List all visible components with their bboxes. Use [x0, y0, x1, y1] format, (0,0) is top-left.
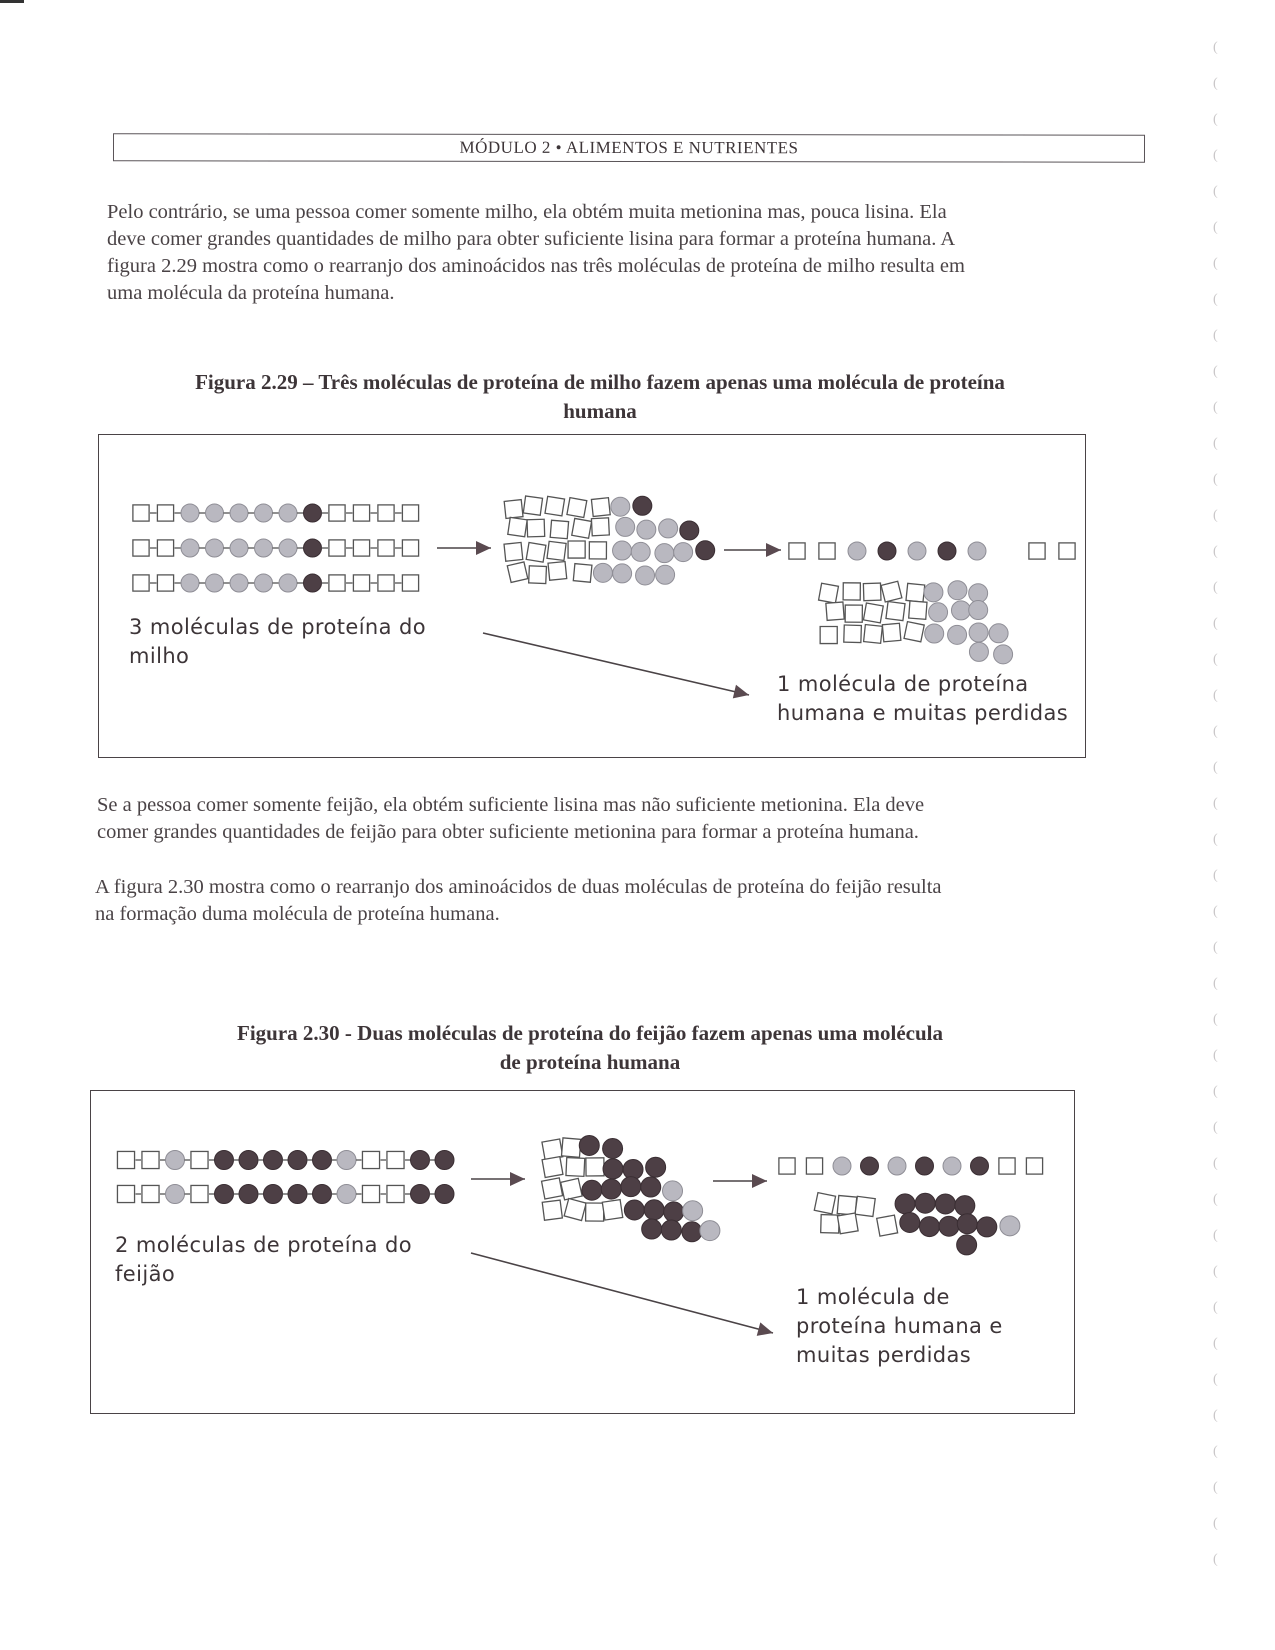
binding-hole-mark: ( — [1213, 148, 1218, 163]
amino-acid-light-circle — [948, 581, 967, 600]
arrow-line — [471, 1253, 773, 1333]
amino-acid-dark-circle — [915, 1193, 935, 1213]
amino-acid-square — [572, 518, 592, 538]
caption-line: proteína humana e — [796, 1314, 1003, 1338]
text-line: Se a pessoa comer somente feijão, ela obtém suficiente lisina mas não suficiente metionina. Ela deve — [97, 794, 925, 816]
amino-acid-light-circle — [925, 624, 944, 643]
amino-acid-square — [999, 1158, 1015, 1174]
binding-hole-mark: ( — [1213, 1516, 1218, 1531]
amino-acid-square — [378, 540, 394, 556]
amino-acid-square — [586, 1158, 604, 1176]
amino-acid-dark-circle — [641, 1177, 661, 1197]
amino-acid-dark-circle — [239, 1185, 258, 1204]
amino-acid-dark-circle — [621, 1177, 641, 1197]
amino-acid-square — [157, 505, 173, 521]
amino-acid-square — [906, 583, 925, 602]
amino-acid-square — [157, 575, 173, 591]
binding-hole-mark: ( — [1213, 724, 1218, 739]
binding-hole-mark: ( — [1213, 760, 1218, 775]
amino-acid-dark-circle — [642, 1219, 662, 1239]
amino-acid-dark-circle — [313, 1185, 332, 1204]
figure-230-box — [90, 1090, 1075, 1414]
amino-acid-square — [591, 498, 610, 517]
amino-acid-square — [573, 564, 592, 583]
amino-acid-square — [353, 540, 369, 556]
amino-acid-light-circle — [279, 539, 297, 557]
amino-acid-square — [523, 496, 542, 515]
amino-acid-square — [117, 1185, 134, 1202]
text-line: Pelo contrário, se uma pessoa comer somente milho, ela obtém muita metionina mas, pouca lisina. Ela — [107, 201, 947, 223]
binding-hole-mark: ( — [1213, 1372, 1218, 1387]
amino-acid-square — [133, 540, 149, 556]
amino-acid-dark-circle — [935, 1194, 955, 1214]
amino-acid-dark-circle — [633, 496, 652, 515]
amino-acid-square — [819, 543, 835, 559]
amino-acid-dark-circle — [582, 1180, 602, 1200]
amino-acid-light-circle — [206, 539, 224, 557]
amino-acid-square — [504, 542, 523, 561]
text-line: A figura 2.30 mostra como o rearranjo dos aminoácidos de duas moléculas de proteína do feijão resulta — [95, 876, 942, 898]
caption-line: muitas perdidas — [796, 1343, 972, 1367]
binding-hole-mark: ( — [1213, 1228, 1218, 1243]
amino-acid-dark-circle — [971, 1157, 989, 1175]
amino-acid-light-circle — [929, 603, 948, 622]
amino-acid-light-circle — [616, 517, 635, 536]
arrow-head — [757, 1322, 773, 1336]
arrow-head — [476, 541, 491, 555]
binding-hole-mark: ( — [1213, 1444, 1218, 1459]
amino-acid-light-circle — [969, 584, 988, 603]
amino-acid-dark-circle — [957, 1214, 977, 1234]
binding-hole-mark: ( — [1213, 904, 1218, 919]
amino-acid-square — [191, 1185, 208, 1202]
amino-acid-dark-circle — [644, 1200, 664, 1220]
amino-acid-square — [507, 562, 528, 583]
amino-acid-square — [378, 575, 394, 591]
binding-hole-mark: ( — [1213, 328, 1218, 343]
amino-acid-light-circle — [700, 1221, 720, 1241]
amino-acid-square — [133, 575, 149, 591]
amino-acid-square — [845, 605, 862, 622]
binding-hole-mark: ( — [1213, 472, 1218, 487]
binding-hole-mark: ( — [1213, 508, 1218, 523]
binding-hole-mark: ( — [1213, 580, 1218, 595]
binding-hole-mark: ( — [1213, 1552, 1218, 1567]
amino-acid-dark-circle — [215, 1151, 234, 1170]
binding-hole-mark: ( — [1213, 1120, 1218, 1135]
amino-acid-light-circle — [637, 520, 656, 539]
amino-acid-square — [826, 602, 844, 620]
amino-acid-light-circle — [279, 504, 297, 522]
amino-acid-dark-circle — [304, 539, 322, 557]
amino-acid-light-circle — [613, 564, 632, 583]
text-line: deve comer grandes quantidades de milho para obter suficiente lisina para formar a proteína humana. A — [107, 228, 956, 250]
amino-acid-dark-circle — [680, 521, 699, 540]
amino-acid-light-circle — [181, 539, 199, 557]
binding-hole-mark: ( — [1213, 184, 1218, 199]
amino-acid-light-circle — [206, 574, 224, 592]
amino-acid-square — [545, 496, 565, 516]
binding-hole-mark: ( — [1213, 868, 1218, 883]
binding-hole-mark: ( — [1213, 1336, 1218, 1351]
amino-acid-square — [589, 542, 606, 559]
amino-acid-square — [877, 1215, 898, 1236]
amino-acid-square — [378, 505, 394, 521]
amino-acid-dark-circle — [696, 541, 715, 560]
binding-hole-mark: ( — [1213, 616, 1218, 631]
amino-acid-light-circle — [166, 1151, 185, 1170]
module-header — [113, 133, 1145, 162]
amino-acid-light-circle — [989, 624, 1008, 643]
amino-acid-square — [542, 1178, 563, 1199]
binding-hole-mark: ( — [1213, 976, 1218, 991]
amino-acid-light-circle — [636, 566, 655, 585]
amino-acid-square — [527, 519, 545, 537]
amino-acid-dark-circle — [916, 1157, 934, 1175]
amino-acid-square — [362, 1151, 379, 1168]
binding-hole-mark: ( — [1213, 256, 1218, 271]
amino-acid-square — [819, 583, 839, 603]
amino-acid-square — [142, 1185, 159, 1202]
amino-acid-dark-circle — [624, 1200, 644, 1220]
amino-acid-dark-circle — [215, 1185, 234, 1204]
figure-229-box — [98, 434, 1086, 758]
binding-hole-mark: ( — [1213, 112, 1218, 127]
amino-acid-light-circle — [656, 565, 675, 584]
amino-acid-light-circle — [181, 504, 199, 522]
caption-line: milho — [129, 644, 190, 668]
amino-acid-square — [886, 602, 905, 621]
amino-acid-light-circle — [337, 1185, 356, 1204]
amino-acid-light-circle — [337, 1151, 356, 1170]
amino-acid-light-circle — [833, 1157, 851, 1175]
amino-acid-dark-circle — [411, 1151, 430, 1170]
arrow-head — [766, 543, 781, 557]
amino-acid-square — [864, 625, 883, 644]
figure-title-line: de proteína humana — [499, 1050, 681, 1074]
amino-acid-square — [568, 541, 585, 558]
amino-acid-dark-circle — [264, 1185, 283, 1204]
amino-acid-square — [157, 540, 173, 556]
amino-acid-square — [1029, 543, 1045, 559]
arrow-line — [483, 633, 749, 695]
amino-acid-light-circle — [1000, 1216, 1020, 1236]
amino-acid-square — [550, 520, 568, 538]
amino-acid-square — [855, 1196, 875, 1216]
amino-acid-square — [548, 562, 567, 581]
figure-title-line: Figura 2.30 - Duas moléculas de proteína do feijão fazem apenas uma molécula — [237, 1021, 943, 1045]
amino-acid-dark-circle — [664, 1202, 684, 1222]
amino-acid-dark-circle — [900, 1213, 920, 1233]
amino-acid-square — [117, 1151, 134, 1168]
amino-acid-square — [837, 1213, 858, 1234]
amino-acid-square — [566, 1158, 585, 1177]
amino-acid-square — [402, 540, 418, 556]
caption-line: 2 moléculas de proteína do — [115, 1233, 412, 1257]
binding-hole-mark: ( — [1213, 1084, 1218, 1099]
binding-hole-mark: ( — [1213, 688, 1218, 703]
binding-hole-mark: ( — [1213, 364, 1218, 379]
figure-230-title — [110, 1019, 1070, 1077]
amino-acid-dark-circle — [313, 1151, 332, 1170]
amino-acid-light-circle — [181, 574, 199, 592]
amino-acid-light-circle — [255, 539, 273, 557]
amino-acid-square — [602, 1200, 622, 1220]
amino-acid-light-circle — [279, 574, 297, 592]
amino-acid-square — [789, 543, 805, 559]
amino-acid-square — [133, 505, 149, 521]
binding-hole-mark: ( — [1213, 796, 1218, 811]
paragraph-figure-230-intro — [95, 874, 1095, 928]
amino-acid-dark-circle — [264, 1151, 283, 1170]
amino-acid-dark-circle — [603, 1138, 623, 1158]
binding-hole-mark: ( — [1213, 1480, 1218, 1495]
amino-acid-square — [561, 1178, 582, 1199]
amino-acid-square — [562, 1138, 581, 1157]
amino-acid-dark-circle — [977, 1217, 997, 1237]
amino-acid-light-circle — [969, 601, 988, 620]
amino-acid-square — [806, 1158, 822, 1174]
figure-title-line: Figura 2.29 – Três moléculas de proteína de milho fazem apenas uma molécula de proteína — [195, 370, 1005, 394]
figure-title-line: humana — [563, 399, 637, 423]
amino-acid-square — [542, 1200, 562, 1220]
amino-acid-light-circle — [888, 1157, 906, 1175]
amino-acid-light-circle — [674, 543, 693, 562]
amino-acid-light-circle — [908, 542, 926, 560]
amino-acid-light-circle — [924, 583, 943, 602]
amino-acid-dark-circle — [435, 1185, 454, 1204]
amino-acid-dark-circle — [288, 1151, 307, 1170]
amino-acid-light-circle — [655, 544, 674, 563]
amino-acid-square — [863, 603, 883, 623]
amino-acid-dark-circle — [861, 1157, 879, 1175]
amino-acid-dark-circle — [878, 542, 896, 560]
paragraph-intro — [107, 199, 1107, 307]
amino-acid-light-circle — [230, 539, 248, 557]
amino-acid-square — [1059, 543, 1075, 559]
amino-acid-square — [567, 498, 587, 518]
amino-acid-square — [542, 1157, 563, 1178]
amino-acid-light-circle — [968, 542, 986, 560]
amino-acid-dark-circle — [939, 1216, 959, 1236]
figure-229-output-label — [777, 670, 1068, 728]
amino-acid-dark-circle — [304, 504, 322, 522]
binding-hole-mark: ( — [1213, 1192, 1218, 1207]
text-line: comer grandes quantidades de feijão para obter suficiente metionina para formar a proteína humana. — [97, 821, 919, 843]
amino-acid-dark-circle — [938, 542, 956, 560]
amino-acid-light-circle — [994, 645, 1013, 664]
amino-acid-dark-circle — [919, 1217, 939, 1237]
amino-acid-square — [881, 581, 902, 602]
amino-acid-light-circle — [663, 1181, 683, 1201]
amino-acid-square — [329, 575, 345, 591]
caption-line: feijão — [115, 1262, 176, 1286]
amino-acid-light-circle — [969, 642, 988, 661]
amino-acid-square — [863, 583, 881, 601]
amino-acid-square — [329, 540, 345, 556]
amino-acid-dark-circle — [601, 1179, 621, 1199]
binding-hole-mark: ( — [1213, 1264, 1218, 1279]
caption-line: humana e muitas perdidas — [777, 701, 1069, 725]
amino-acid-square — [191, 1151, 208, 1168]
amino-acid-square — [837, 1196, 857, 1216]
binding-hole-mark: ( — [1213, 1156, 1218, 1171]
amino-acid-square — [329, 505, 345, 521]
amino-acid-light-circle — [943, 1157, 961, 1175]
amino-acid-square — [504, 500, 523, 519]
amino-acid-square — [882, 623, 901, 642]
amino-acid-dark-circle — [661, 1220, 681, 1240]
caption-line: 1 molécula de — [796, 1285, 950, 1309]
binding-hole-mark: ( — [1213, 76, 1218, 91]
scan-edge-mark — [0, 0, 24, 3]
amino-acid-square — [508, 517, 527, 536]
amino-acid-square — [586, 1203, 604, 1221]
amino-acid-light-circle — [683, 1201, 703, 1221]
text-line: uma molécula da proteína humana. — [107, 282, 395, 304]
amino-acid-square — [529, 566, 547, 584]
binding-hole-mark: ( — [1213, 940, 1218, 955]
amino-acid-square — [142, 1151, 159, 1168]
amino-acid-dark-circle — [682, 1222, 702, 1242]
amino-acid-square — [387, 1185, 404, 1202]
binding-hole-mark: ( — [1213, 1300, 1218, 1315]
amino-acid-square — [547, 541, 566, 560]
arrow-head — [733, 685, 749, 699]
binding-hole-mark: ( — [1213, 652, 1218, 667]
amino-acid-dark-circle — [411, 1185, 430, 1204]
amino-acid-square — [526, 542, 546, 562]
amino-acid-dark-circle — [288, 1185, 307, 1204]
amino-acid-square — [564, 1198, 586, 1220]
amino-acid-square — [904, 622, 924, 642]
text-line: figura 2.29 mostra como o rearranjo dos aminoácidos nas três moléculas de proteína de milho resulta em — [107, 255, 965, 277]
amino-acid-square — [821, 1215, 839, 1233]
arrow-head — [510, 1172, 525, 1186]
amino-acid-square — [402, 575, 418, 591]
amino-acid-light-circle — [611, 497, 630, 516]
figure-230-input-label — [115, 1231, 412, 1289]
paragraph-feijao — [97, 792, 1097, 846]
figure-230-output-label — [796, 1283, 1003, 1370]
arrow-head — [752, 1174, 767, 1188]
module-header-title: MÓDULO 2 • ALIMENTOS E NUTRIENTES — [459, 137, 799, 158]
amino-acid-square — [779, 1158, 795, 1174]
amino-acid-dark-circle — [646, 1157, 666, 1177]
amino-acid-square — [353, 575, 369, 591]
amino-acid-light-circle — [230, 574, 248, 592]
amino-acid-light-circle — [613, 541, 632, 560]
amino-acid-square — [591, 518, 609, 536]
amino-acid-square — [909, 601, 927, 619]
binding-hole-mark: ( — [1213, 1408, 1218, 1423]
amino-acid-light-circle — [206, 504, 224, 522]
amino-acid-dark-circle — [239, 1151, 258, 1170]
amino-acid-square — [843, 583, 860, 600]
amino-acid-square — [814, 1193, 835, 1214]
amino-acid-light-circle — [230, 504, 248, 522]
binding-hole-mark: ( — [1213, 400, 1218, 415]
binding-hole-mark: ( — [1213, 832, 1218, 847]
amino-acid-square — [402, 505, 418, 521]
caption-line: 1 molécula de proteína — [777, 672, 1029, 696]
binding-hole-mark: ( — [1213, 1048, 1218, 1063]
amino-acid-light-circle — [166, 1185, 185, 1204]
amino-acid-light-circle — [659, 519, 678, 538]
caption-line: 3 moléculas de proteína do — [129, 615, 426, 639]
amino-acid-dark-circle — [957, 1235, 977, 1255]
text-line: na formação duma molécula de proteína humana. — [95, 903, 500, 925]
amino-acid-light-circle — [255, 574, 273, 592]
binding-hole-mark: ( — [1213, 436, 1218, 451]
amino-acid-light-circle — [848, 542, 866, 560]
amino-acid-dark-circle — [895, 1194, 915, 1214]
amino-acid-light-circle — [969, 623, 988, 642]
binding-hole-mark: ( — [1213, 1012, 1218, 1027]
amino-acid-dark-circle — [435, 1151, 454, 1170]
amino-acid-dark-circle — [304, 574, 322, 592]
amino-acid-light-circle — [631, 542, 650, 561]
amino-acid-square — [820, 626, 837, 643]
amino-acid-square — [353, 505, 369, 521]
figure-229-input-label — [129, 613, 426, 671]
amino-acid-light-circle — [593, 563, 612, 582]
figure-229-title — [120, 368, 1080, 426]
amino-acid-light-circle — [951, 601, 970, 620]
amino-acid-light-circle — [948, 625, 967, 644]
amino-acid-square — [387, 1151, 404, 1168]
binding-hole-mark: ( — [1213, 220, 1218, 235]
binding-hole-mark: ( — [1213, 544, 1218, 559]
amino-acid-square — [844, 625, 862, 643]
binding-hole-mark: ( — [1213, 292, 1218, 307]
amino-acid-dark-circle — [603, 1159, 623, 1179]
binding-hole-mark: ( — [1213, 40, 1218, 55]
amino-acid-dark-circle — [579, 1135, 599, 1155]
amino-acid-square — [1026, 1158, 1042, 1174]
amino-acid-light-circle — [255, 504, 273, 522]
amino-acid-square — [362, 1185, 379, 1202]
amino-acid-dark-circle — [955, 1196, 975, 1216]
